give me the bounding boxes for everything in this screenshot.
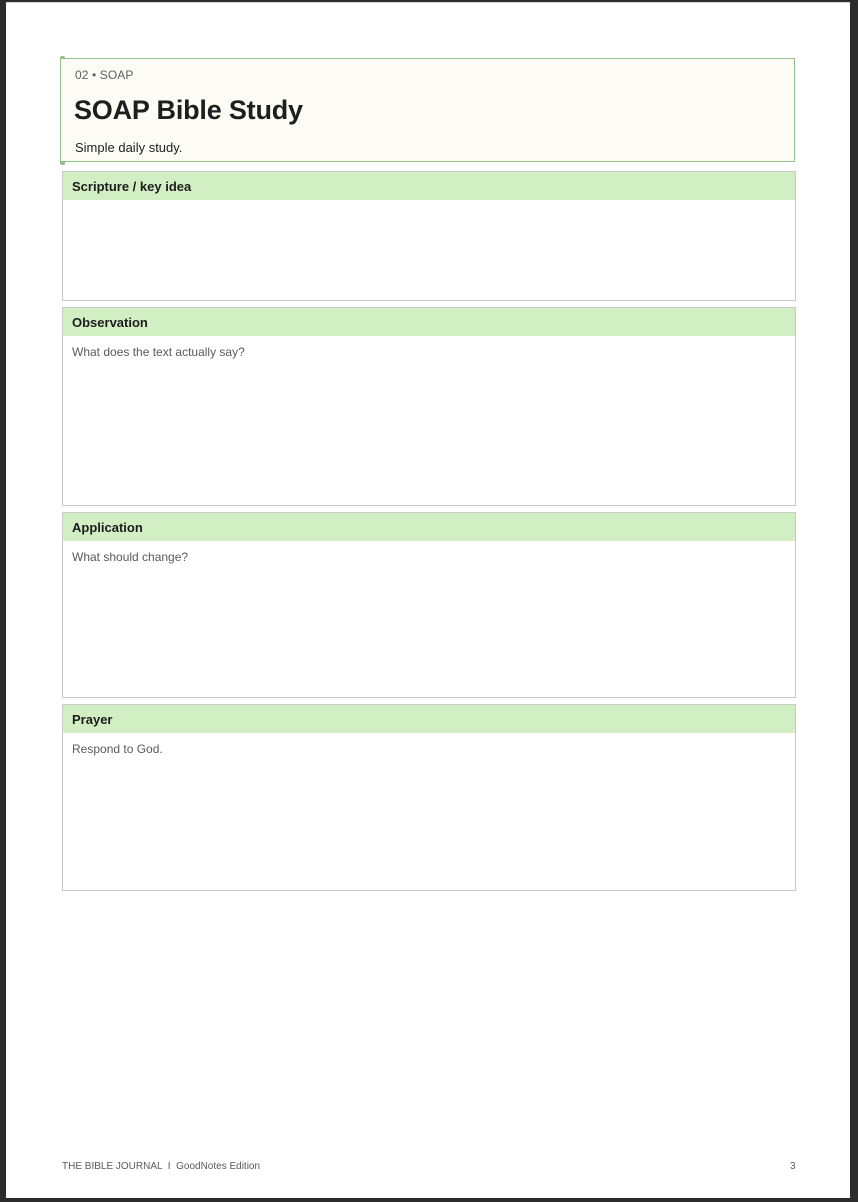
section-heading: Application xyxy=(63,513,795,541)
page-number: 3 xyxy=(790,1161,796,1172)
section-heading: Scripture / key idea xyxy=(63,172,795,200)
section-observation[interactable] xyxy=(62,307,796,506)
section-prompt: What should change? xyxy=(72,550,189,564)
section-prayer[interactable] xyxy=(62,704,796,891)
section-heading: Observation xyxy=(63,308,795,336)
page-title: SOAP Bible Study xyxy=(74,95,303,125)
section-application[interactable] xyxy=(62,512,796,698)
section-prompt: What does the text actually say? xyxy=(72,345,245,359)
page-subtitle: Simple daily study. xyxy=(75,140,183,155)
section-eyebrow: 02 • SOAP xyxy=(75,68,134,82)
section-prompt xyxy=(63,200,795,209)
section-heading: Prayer xyxy=(63,705,795,733)
page-header xyxy=(60,58,795,162)
journal-page xyxy=(6,2,850,1198)
section-scripture[interactable] xyxy=(62,171,796,301)
footer-title: THE BIBLE JOURNAL I GoodNotes Edition xyxy=(62,1161,261,1172)
section-prompt: Respond to God. xyxy=(72,742,163,756)
